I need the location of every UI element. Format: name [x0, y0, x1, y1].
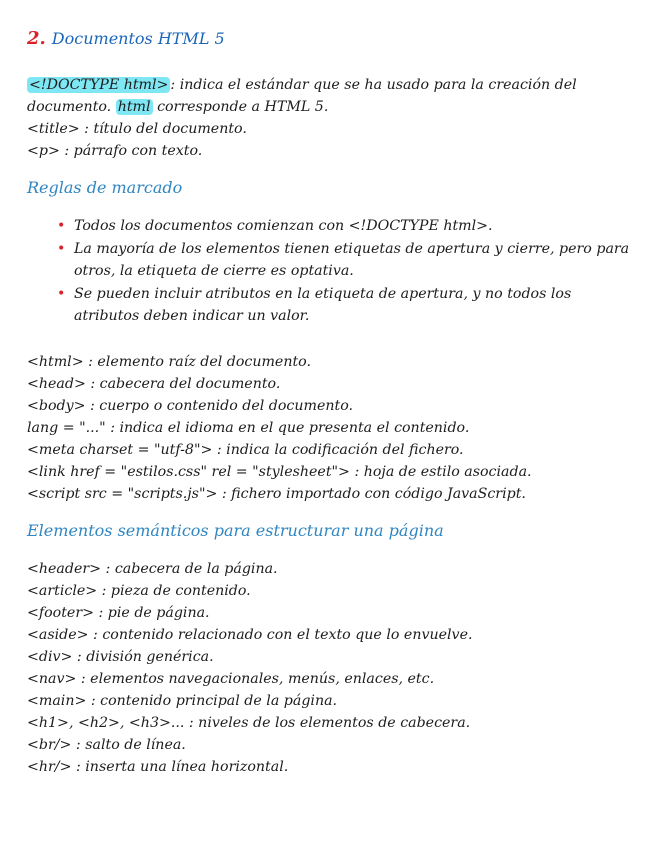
doctype-description-2: corresponde a HTML 5.: [152, 99, 329, 115]
intro-block: [27, 74, 634, 162]
semanticos-line-hr: <hr/> : inserta una línea horizontal.: [27, 759, 289, 775]
estructura-line-body: <body> : cuerpo o contenido del documento.: [27, 398, 353, 414]
semanticos-line-div: <div> : división genérica.: [27, 649, 214, 665]
estructura-line-link: <link href = "estilos.css" rel = "stylesheet"> : hoja de estilo asociada.: [27, 464, 532, 480]
page-title-row: [27, 28, 634, 49]
reglas-bullet-2: • La mayoría de los elementos tienen etiquetas de apertura y cierre, pero para otros, la etiqueta de cierre es optativa.: [74, 238, 634, 282]
doctype-tag-highlight: <!DOCTYPE html>: [29, 77, 169, 93]
reglas-list: [27, 215, 634, 327]
reglas-bullet-3: • Se pueden incluir atributos en la etiqueta de apertura, y no todos los atributos deben indicar un valor.: [74, 283, 634, 327]
semanticos-heading: Elementos semánticos para estructurar una página: [27, 521, 444, 540]
semanticos-line-header: <header> : cabecera de la página.: [27, 561, 278, 577]
semanticos-line-headings: <h1>, <h2>, <h3>... : niveles de los elementos de cabecera.: [27, 715, 471, 731]
semanticos-line-br: <br/> : salto de línea.: [27, 737, 186, 753]
reglas-bullet-1: • Todos los documentos comienzan con <!DOCTYPE html>.: [74, 215, 634, 237]
estructura-block: [27, 351, 634, 505]
estructura-line-lang: lang = "..." : indica el idioma en el que presenta el contenido.: [27, 420, 470, 436]
semanticos-block: [27, 558, 634, 778]
semanticos-line-aside: <aside> : contenido relacionado con el texto que lo envuelve.: [27, 627, 473, 643]
doctype-description: : indica el estándar que se ha usado para la creación del documento.: [27, 77, 577, 115]
semanticos-line-main: <main> : contenido principal de la página.: [27, 693, 338, 709]
semanticos-line-footer: <footer> : pie de página.: [27, 605, 210, 621]
estructura-line-head: <head> : cabecera del documento.: [27, 376, 281, 392]
p-tag-line: <p> : párrafo con texto.: [27, 143, 203, 159]
semanticos-line-nav: <nav> : elementos navegacionales, menús, enlaces, etc.: [27, 671, 435, 687]
page-title: Documentos HTML 5: [51, 29, 225, 48]
html-word-highlight: html: [117, 99, 151, 115]
section-number: 2.: [27, 28, 46, 49]
estructura-line-script: <script src = "scripts.js"> : fichero importado con código JavaScript.: [27, 486, 526, 502]
doctype-paragraph: [27, 74, 634, 118]
reglas-heading: Reglas de marcado: [27, 178, 183, 197]
estructura-line-html: <html> : elemento raíz del documento.: [27, 354, 311, 370]
semanticos-line-article: <article> : pieza de contenido.: [27, 583, 251, 599]
estructura-line-meta: <meta charset = "utf-8"> : indica la codificación del fichero.: [27, 442, 464, 458]
title-tag-line: <title> : título del documento.: [27, 121, 247, 137]
